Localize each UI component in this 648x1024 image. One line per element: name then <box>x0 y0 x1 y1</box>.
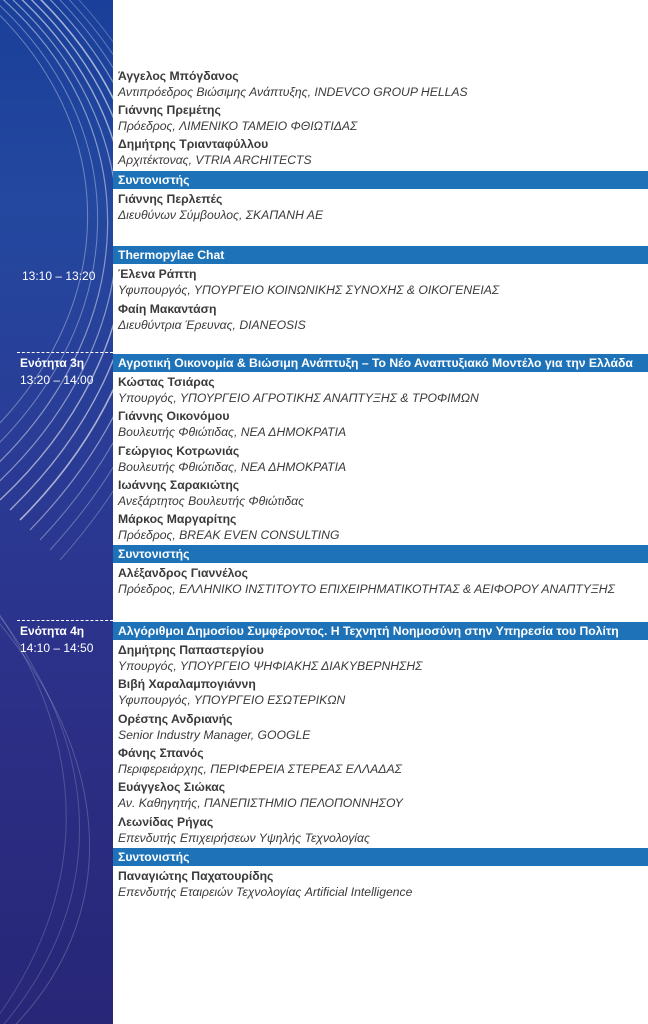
speaker-name: Γεώργιος Κοτρωνιάς <box>118 444 240 458</box>
speaker-name: Γιάννης Πρεμέτης <box>118 103 221 117</box>
speaker-name: Έλενα Ράπτη <box>118 267 197 281</box>
session3-block <box>0 356 113 387</box>
speaker-entry <box>118 136 648 168</box>
moderator-header: Συντονιστής <box>113 171 648 189</box>
speaker-name: Φαίη Μακαντάση <box>118 302 217 316</box>
speaker-name: Λεωνίδας Ρήγας <box>118 815 214 829</box>
session4-divider <box>17 620 113 621</box>
speaker-role: Αρχιτέκτονας, VTRIA ARCHITECTS <box>118 153 312 167</box>
speaker-name: Ορέστης Ανδριανής <box>118 712 233 726</box>
session4-label: Ενότητα 4η <box>20 624 85 638</box>
moderator-role: Διευθύνων Σύμβουλος, ΣΚΑΠΑΝΗ ΑΕ <box>118 208 324 222</box>
speaker-role: Περιφερειάρχης, ΠΕΡΙΦΕΡΕΙΑ ΣΤΕΡΕΑΣ ΕΛΛΑΔΑΣ <box>118 762 402 776</box>
speaker-role: Αν. Καθηγητής, ΠΑΝΕΠΙΣΤΗΜΙΟ ΠΕΛΟΠΟΝΝΗΣΟΥ <box>118 796 403 810</box>
moderator-role: Επενδυτής Εταιρειών Τεχνολογίας Artificial Intelligence <box>118 885 413 899</box>
speaker-role: Πρόεδρος, BREAK EVEN CONSULTING <box>118 528 340 542</box>
speaker-name: Βιβή Χαραλαμπογιάννη <box>118 677 256 691</box>
session4-header: Αλγόριθμοι Δημοσίου Συμφέροντος. Η Τεχνητή Νοημοσύνη στην Υπηρεσία του Πολίτη <box>113 622 648 640</box>
speaker-name: Ιωάννης Σαρακιώτης <box>118 478 240 492</box>
speaker-role: Διευθύντρια Έρευνας, DIANEOSIS <box>118 318 306 332</box>
session4-block <box>0 624 113 655</box>
moderator-entry <box>118 868 648 900</box>
speaker-role: Βουλευτής Φθιώτιδας, ΝΕΑ ΔΗΜΟΚΡΑΤΙΑ <box>118 460 347 474</box>
moderator-entry <box>118 565 648 597</box>
decorative-wave-lines <box>0 0 113 1024</box>
agenda-content <box>113 0 648 1024</box>
sidebar-panel <box>0 0 113 1024</box>
moderator-name: Αλέξανδρος Γιαννέλος <box>118 566 249 580</box>
speaker-entry <box>118 814 648 846</box>
speaker-entry <box>118 301 648 333</box>
moderator-header: Συντονιστής <box>113 545 648 563</box>
speaker-entry <box>118 711 648 743</box>
moderator-name: Γιάννης Περλεπές <box>118 192 223 206</box>
session3-header: Αγροτική Οικονομία & Βιώσιμη Ανάπτυξη – Το Νέο Αναπτυξιακό Μοντέλο για την Ελλάδα <box>113 354 648 372</box>
speaker-entry <box>118 408 648 440</box>
speaker-name: Άγγελος Μπόγδανος <box>118 69 239 83</box>
speaker-role: Υπουργός, ΥΠΟΥΡΓΕΙΟ ΨΗΦΙΑΚΗΣ ΔΙΑΚΥΒΕΡΝΗΣΗΣ <box>118 659 423 673</box>
moderator-header: Συντονιστής <box>113 848 648 866</box>
speaker-name: Φάνης Σπανός <box>118 746 204 760</box>
speaker-role: Βουλευτής Φθιώτιδας, ΝΕΑ ΔΗΜΟΚΡΑΤΙΑ <box>118 425 347 439</box>
speaker-name: Κώστας Τσιάρας <box>118 375 215 389</box>
speaker-entry <box>118 443 648 475</box>
chat-time-block <box>0 266 113 283</box>
speaker-name: Ευάγγελος Σιώκας <box>118 780 226 794</box>
moderator-entry <box>118 191 648 223</box>
session4-time: 14:10 – 14:50 <box>20 641 94 655</box>
speaker-name: Δημήτρης Τριανταφύλλου <box>118 137 269 151</box>
speaker-entry <box>118 745 648 777</box>
session3-divider <box>17 352 113 353</box>
speaker-entry <box>118 68 648 100</box>
speaker-role: Υφυπουργός, ΥΠΟΥΡΓΕΙΟ ΕΣΩΤΕΡΙΚΩΝ <box>118 693 346 707</box>
speaker-role: Επενδυτής Επιχειρήσεων Υψηλής Τεχνολογίας <box>118 831 370 845</box>
moderator-name: Παναγιώτης Παχατουρίδης <box>118 869 274 883</box>
speaker-entry <box>118 477 648 509</box>
speaker-role: Πρόεδρος, ΛΙΜΕΝΙΚΟ ΤΑΜΕΙΟ ΦΘΙΩΤΙΔΑΣ <box>118 119 358 133</box>
session-header-chat: Thermopylae Chat <box>113 246 648 264</box>
speaker-entry <box>118 266 648 298</box>
moderator-role: Πρόεδρος, ΕΛΛΗΝΙΚΟ ΙΝΣΤΙΤΟΥΤΟ ΕΠΙΧΕΙΡΗΜΑΤΙΚΟΤΗΤΑΣ & ΑΕΙΦΟΡΟΥ ΑΝΑΠΤΥΞΗΣ <box>118 582 615 596</box>
speaker-name: Δημήτρης Παπαστεργίου <box>118 643 264 657</box>
speaker-entry <box>118 676 648 708</box>
speaker-role: Senior Industry Manager, GOOGLE <box>118 728 311 742</box>
speaker-entry <box>118 102 648 134</box>
speaker-role: Υπουργός, ΥΠΟΥΡΓΕΙΟ ΑΓΡΟΤΙΚΗΣ ΑΝΑΠΤΥΞΗΣ & ΤΡΟΦΙΜΩΝ <box>118 391 479 405</box>
speaker-name: Γιάννης Οικονόμου <box>118 409 230 423</box>
speaker-entry <box>118 642 648 674</box>
speaker-role: Αντιπρόεδρος Βιώσιμης Ανάπτυξης, INDEVCO GROUP HELLAS <box>118 85 468 99</box>
speaker-entry <box>118 779 648 811</box>
speaker-name: Μάρκος Μαργαρίτης <box>118 512 237 526</box>
speaker-role: Υφυπουργός, ΥΠΟΥΡΓΕΙΟ ΚΟΙΝΩΝΙΚΗΣ ΣΥΝΟΧΗΣ & ΟΙΚΟΓΕΝΕΙΑΣ <box>118 283 500 297</box>
speaker-role: Ανεξάρτητος Βουλευτής Φθιώτιδας <box>118 494 305 508</box>
session3-label: Ενότητα 3η <box>20 356 85 370</box>
speaker-entry <box>118 511 648 543</box>
speaker-entry <box>118 374 648 406</box>
session3-time: 13:20 – 14:00 <box>20 373 94 387</box>
chat-time: 13:10 – 13:20 <box>22 269 96 283</box>
